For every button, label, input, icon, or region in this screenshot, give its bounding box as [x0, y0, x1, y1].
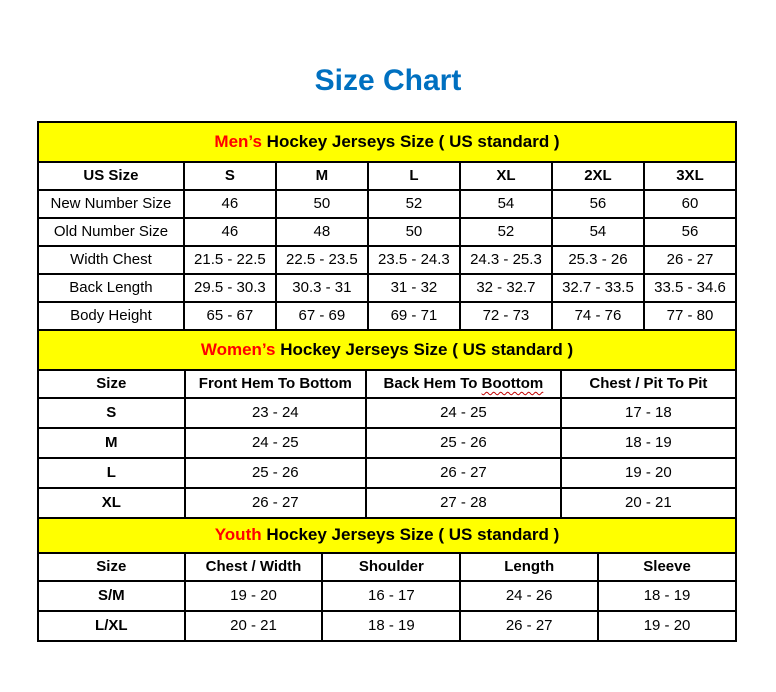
cell-value: 23.5 - 24.3	[368, 246, 460, 274]
cell-value: 69 - 71	[368, 302, 460, 330]
column-header: 2XL	[552, 162, 644, 190]
cell-value: 16 - 17	[322, 581, 460, 611]
cell-value: 25.3 - 26	[552, 246, 644, 274]
cell-value: 67 - 69	[276, 302, 368, 330]
column-header: M	[276, 162, 368, 190]
section-title-text: Hockey Jerseys Size ( US standard )	[261, 131, 560, 151]
youth-section-title	[38, 518, 736, 553]
cell-value: 77 - 80	[644, 302, 736, 330]
row-label: M	[38, 428, 185, 458]
table-row	[38, 218, 736, 246]
row-label: L/XL	[38, 611, 185, 641]
cell-value: 21.5 - 22.5	[184, 246, 276, 274]
cell-value: 46	[184, 190, 276, 218]
cell-value: 24.3 - 25.3	[460, 246, 552, 274]
cell-value: 33.5 - 34.6	[644, 274, 736, 302]
size-tables	[37, 121, 737, 642]
row-label: New Number Size	[38, 190, 184, 218]
row-label: S	[38, 398, 185, 428]
table-row	[38, 398, 736, 428]
cell-value: 27 - 28	[366, 488, 561, 518]
cell-value: 23 - 24	[185, 398, 366, 428]
cell-value: 26 - 27	[366, 458, 561, 488]
youth-size-table	[37, 517, 737, 642]
cell-value: 56	[552, 190, 644, 218]
cell-value: 31 - 32	[368, 274, 460, 302]
column-header: Size	[38, 553, 185, 581]
cell-value: 32.7 - 33.5	[552, 274, 644, 302]
cell-value: 65 - 67	[184, 302, 276, 330]
column-header: US Size	[38, 162, 184, 190]
column-header: Size	[38, 370, 185, 398]
cell-value: 54	[552, 218, 644, 246]
column-header: Front Hem To Bottom	[185, 370, 366, 398]
cell-value: 19 - 20	[561, 458, 736, 488]
row-label: Body Height	[38, 302, 184, 330]
cell-value: 29.5 - 30.3	[184, 274, 276, 302]
row-label: Width Chest	[38, 246, 184, 274]
cell-value: 56	[644, 218, 736, 246]
mens-section-title	[38, 122, 736, 162]
cell-value: 25 - 26	[366, 428, 561, 458]
column-header: L	[368, 162, 460, 190]
row-label: S/M	[38, 581, 185, 611]
cell-value: 50	[368, 218, 460, 246]
cell-value: 54	[460, 190, 552, 218]
cell-value: 18 - 19	[598, 581, 736, 611]
cell-value: 52	[368, 190, 460, 218]
cell-value: 19 - 20	[598, 611, 736, 641]
cell-value: 17 - 18	[561, 398, 736, 428]
cell-value: 26 - 27	[460, 611, 598, 641]
row-label: Old Number Size	[38, 218, 184, 246]
section-title-text: Hockey Jerseys Size ( US standard )	[261, 525, 560, 545]
column-header: Sleeve	[598, 553, 736, 581]
cell-value: 20 - 21	[185, 611, 323, 641]
section-title-highlight: Men’s	[214, 131, 262, 151]
table-row	[38, 581, 736, 611]
mens-size-table	[37, 121, 737, 331]
cell-value: 32 - 32.7	[460, 274, 552, 302]
column-header: Chest / Pit To Pit	[561, 370, 736, 398]
cell-value: 48	[276, 218, 368, 246]
row-label: L	[38, 458, 185, 488]
womens-section-title	[38, 330, 736, 370]
cell-value: 50	[276, 190, 368, 218]
column-header	[366, 370, 561, 398]
table-row	[38, 488, 736, 518]
table-row	[38, 246, 736, 274]
womens-size-table	[37, 329, 737, 519]
womens-header-row	[38, 370, 736, 398]
cell-value: 24 - 26	[460, 581, 598, 611]
table-row	[38, 458, 736, 488]
youth-band-row	[38, 518, 736, 553]
column-header: 3XL	[644, 162, 736, 190]
cell-value: 46	[184, 218, 276, 246]
column-header: S	[184, 162, 276, 190]
cell-value: 19 - 20	[185, 581, 323, 611]
table-row	[38, 611, 736, 641]
cell-value: 26 - 27	[185, 488, 366, 518]
cell-value: 22.5 - 23.5	[276, 246, 368, 274]
section-title-highlight: Women’s	[200, 339, 276, 359]
column-header: Chest / Width	[185, 553, 323, 581]
cell-value: 25 - 26	[185, 458, 366, 488]
cell-value: 24 - 25	[366, 398, 561, 428]
column-header: Length	[460, 553, 598, 581]
cell-value: 18 - 19	[322, 611, 460, 641]
cell-value: 74 - 76	[552, 302, 644, 330]
page-title: Size Chart	[314, 64, 462, 97]
section-title-highlight: Youth	[214, 525, 262, 545]
misspelled-word: Boottom	[481, 374, 544, 392]
table-row	[38, 190, 736, 218]
cell-value: 18 - 19	[561, 428, 736, 458]
cell-value: 30.3 - 31	[276, 274, 368, 302]
mens-band-row	[38, 122, 736, 162]
cell-value: 20 - 21	[561, 488, 736, 518]
cell-value: 60	[644, 190, 736, 218]
cell-value: 26 - 27	[644, 246, 736, 274]
row-label: Back Length	[38, 274, 184, 302]
column-header-text: Back Hem To	[383, 374, 482, 392]
womens-band-row	[38, 330, 736, 370]
section-title-text: Hockey Jerseys Size ( US standard )	[275, 339, 574, 359]
table-row	[38, 302, 736, 330]
table-row	[38, 428, 736, 458]
cell-value: 72 - 73	[460, 302, 552, 330]
table-row	[38, 274, 736, 302]
mens-header-row	[38, 162, 736, 190]
column-header: Shoulder	[322, 553, 460, 581]
cell-value: 24 - 25	[185, 428, 366, 458]
row-label: XL	[38, 488, 185, 518]
cell-value: 52	[460, 218, 552, 246]
youth-header-row	[38, 553, 736, 581]
column-header: XL	[460, 162, 552, 190]
